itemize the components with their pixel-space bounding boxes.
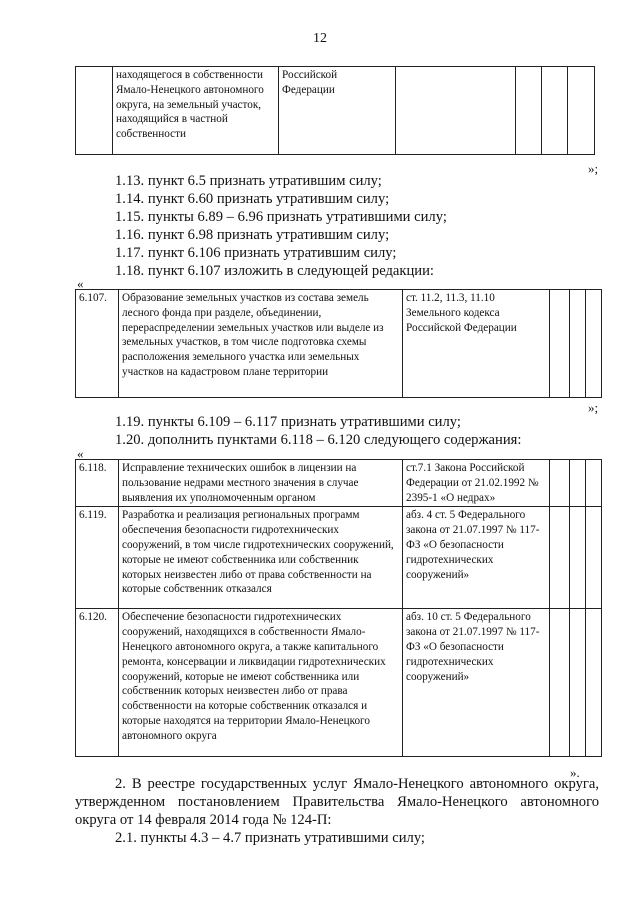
closing-quote: »;	[588, 161, 599, 176]
cell-service: Образование земельных участков из состава земель лесного фонда при разделе, объединении, перераспределении земельных участков или выделе из земельных участков, в том числе подготовка схемы расположения земельного участка или земельных участков на кадастровом плане территории	[119, 290, 403, 398]
cell-empty	[586, 507, 602, 609]
cell-number	[76, 67, 113, 155]
opening-quote: «	[77, 276, 84, 291]
cell-empty	[516, 67, 542, 155]
cell-service: Разработка и реализация региональных программ обеспечения безопасности гидротехнических сооружений, в том числе гидротехнических сооружений, которые не имеют собственника или собственник которых неизвестен либо от права собственности на которые собственник отказался	[119, 507, 403, 609]
cell-empty	[586, 609, 602, 757]
table-row	[76, 609, 602, 757]
cell-empty	[568, 67, 595, 155]
cell-number: 6.107.	[76, 290, 119, 398]
amendment-item: 1.17. пункт 6.106 признать утратившим силу;	[115, 245, 397, 261]
amendment-item: 1.13. пункт 6.5 признать утратившим силу;	[115, 173, 382, 189]
cell-service: Исправление технических ошибок в лицензии на пользование недрами местного значения в случае выявления их уполномоченным органом	[119, 460, 403, 507]
table-row	[76, 460, 602, 507]
cell-basis: абз. 10 ст. 5 Федерального закона от 21.07.1997 № 117-ФЗ «О безопасности гидротехнических сооружений»	[403, 609, 550, 757]
cell-empty	[570, 609, 586, 757]
cell-service: находящегося в собственности Ямало-Ненецкого автономного округа, на земельный участок, находящийся в частной собственности	[113, 67, 279, 155]
cell-basis: ст. 11.2, 11.3, 11.10 Земельного кодекса Российской Федерации	[403, 290, 550, 398]
cell-empty	[542, 67, 568, 155]
cell-number: 6.120.	[76, 609, 119, 757]
amendment-item: 1.19. пункты 6.109 – 6.117 признать утратившими силу;	[115, 414, 461, 430]
table-items-6-118-6-120	[75, 459, 602, 757]
section-2-paragraph: 2. В реестре государственных услуг Ямало-Ненецкого автономного округа,	[115, 776, 599, 792]
cell-number: 6.118.	[76, 460, 119, 507]
amendment-item: 2.1. пункты 4.3 – 4.7 признать утратившими силу;	[115, 830, 425, 846]
cell-number: 6.119.	[76, 507, 119, 609]
cell-empty	[396, 67, 516, 155]
cell-empty	[550, 460, 570, 507]
amendment-item: 1.14. пункт 6.60 признать утратившим силу;	[115, 191, 390, 207]
amendment-item: 1.16. пункт 6.98 признать утратившим силу;	[115, 227, 390, 243]
section-2-paragraph: утвержденном постановлением Правительства Ямало-Ненецкого автономного	[75, 794, 599, 810]
closing-quote: ».	[570, 765, 580, 780]
table-row	[76, 290, 602, 398]
page-number: 12	[313, 31, 327, 46]
amendment-item: 1.20. дополнить пунктами 6.118 – 6.120 следующего содержания:	[115, 432, 522, 448]
amendment-item: 1.15. пункты 6.89 – 6.96 признать утратившими силу;	[115, 209, 447, 225]
table-row	[76, 507, 602, 609]
table-item-6-107	[75, 289, 602, 398]
cell-empty	[550, 507, 570, 609]
cell-basis: Российской Федерации	[279, 67, 396, 155]
cell-empty	[570, 290, 586, 398]
amendment-item: 1.18. пункт 6.107 изложить в следующей редакции:	[115, 263, 434, 279]
cell-empty	[570, 460, 586, 507]
cell-empty	[586, 460, 602, 507]
table-continuation	[75, 66, 595, 155]
opening-quote: «	[77, 446, 84, 461]
cell-empty	[550, 290, 570, 398]
cell-service: Обеспечение безопасности гидротехнических сооружений, находящихся в собственности Ямало-Ненецкого автономного округа, а также капитального ремонта, консервации и ликвидации гидротехнических сооружений, которые не имеют собственника или собственник которых неизвестен либо от права собственности на которые собственник отказался и которые находятся на территории Ямало-Ненецкого автономного округа	[119, 609, 403, 757]
closing-quote: »;	[588, 400, 599, 415]
cell-empty	[586, 290, 602, 398]
cell-basis: абз. 4 ст. 5 Федерального закона от 21.07.1997 № 117-ФЗ «О безопасности гидротехнических сооружений»	[403, 507, 550, 609]
table-row	[76, 67, 595, 155]
cell-empty	[570, 507, 586, 609]
cell-basis: ст.7.1 Закона Российской Федерации от 21.02.1992 № 2395-1 «О недрах»	[403, 460, 550, 507]
section-2-paragraph: округа от 14 февраля 2014 года № 124-П:	[75, 812, 332, 828]
cell-empty	[550, 609, 570, 757]
